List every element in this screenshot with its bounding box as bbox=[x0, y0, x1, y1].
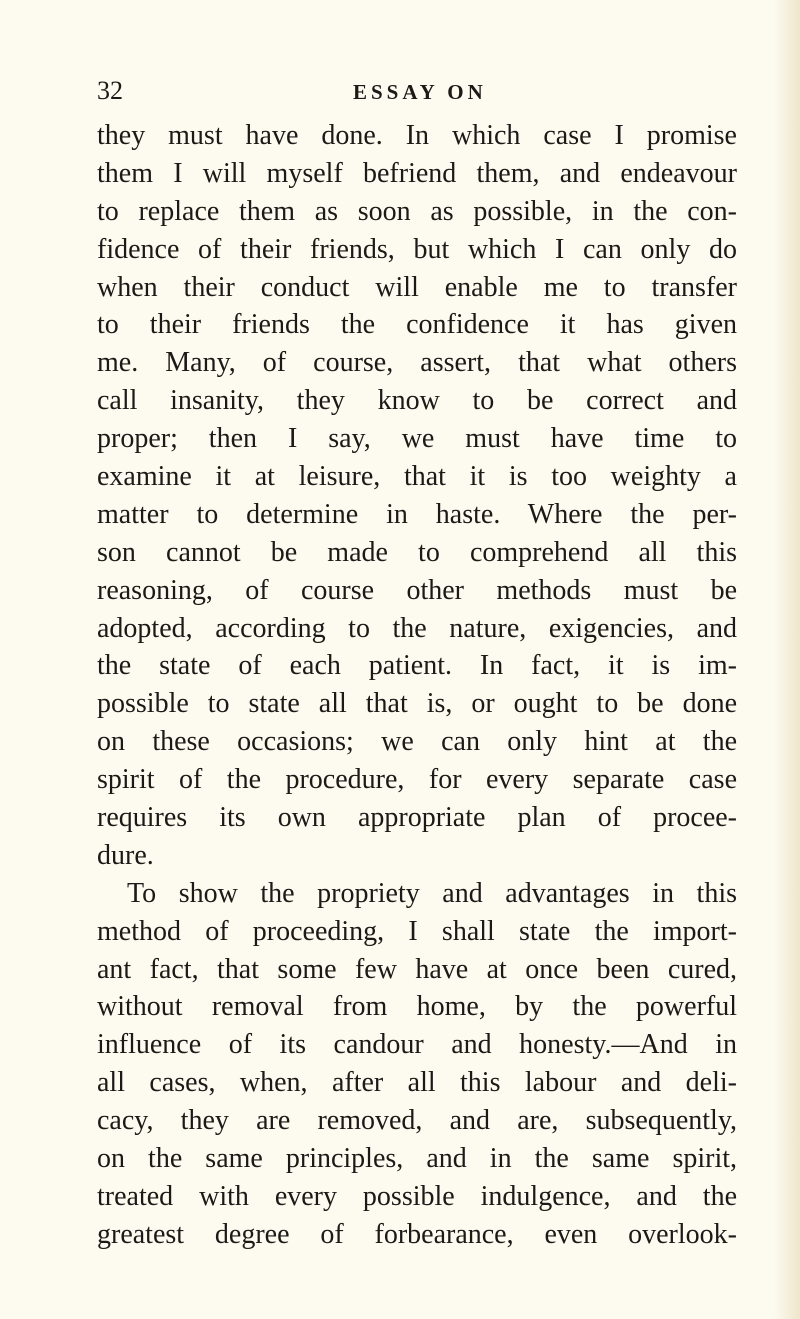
text-line: requires its own appropriate plan of procee- bbox=[97, 802, 737, 834]
text-line: on the same principles, and in the same spirit, bbox=[97, 1143, 737, 1175]
text-line: spirit of the procedure, for every separate case bbox=[97, 764, 737, 796]
text-line: the state of each patient. In fact, it is im- bbox=[97, 650, 737, 682]
body-text bbox=[97, 117, 737, 1254]
text-line: they must have done. In which case I promise bbox=[97, 120, 737, 151]
text-line: examine it at leisure, that it is too weighty a bbox=[97, 461, 737, 493]
text-line: treated with every possible indulgence, and the bbox=[97, 1180, 737, 1212]
text-line: to their friends the confidence it has given bbox=[97, 309, 737, 341]
text-line: reasoning, of course other methods must be bbox=[97, 574, 737, 606]
text-line: to replace them as soon as possible, in the con- bbox=[97, 195, 737, 227]
page-edge-shadow bbox=[774, 0, 800, 1319]
paragraph-last-line: dure. bbox=[97, 839, 154, 871]
running-head bbox=[97, 76, 737, 106]
text-line: ant fact, that some few have at once been cured, bbox=[97, 953, 737, 985]
text-line: greatest degree of forbearance, even overlook- bbox=[97, 1218, 737, 1250]
text-line: proper; then I say, we must have time to bbox=[97, 423, 737, 455]
text-line: influence of its candour and honesty.—And in bbox=[97, 1029, 737, 1061]
text-line: adopted, according to the nature, exigencies, and bbox=[97, 612, 737, 644]
text-line: them I will myself befriend them, and endeavour bbox=[97, 157, 737, 189]
paragraph-first-line: To show the propriety and advantages in this bbox=[127, 877, 737, 909]
text-line: fidence of their friends, but which I can only do bbox=[97, 233, 737, 265]
text-line: call insanity, they know to be correct and bbox=[97, 385, 737, 417]
text-line: cacy, they are removed, and are, subsequently, bbox=[97, 1105, 737, 1137]
text-line: matter to determine in haste. Where the per- bbox=[97, 498, 737, 530]
text-line: me. Many, of course, assert, that what others bbox=[97, 347, 737, 379]
text-line: all cases, when, after all this labour and deli- bbox=[97, 1067, 737, 1099]
text-line: possible to state all that is, or ought to be done bbox=[97, 688, 737, 720]
running-title: ESSAY ON bbox=[353, 80, 487, 104]
text-line: without removal from home, by the powerful bbox=[97, 991, 737, 1023]
page-number: 32 bbox=[97, 76, 123, 105]
text-line: method of proceeding, I shall state the import- bbox=[97, 915, 737, 947]
text-line: on these occasions; we can only hint at the bbox=[97, 726, 737, 758]
text-line: son cannot be made to comprehend all this bbox=[97, 536, 737, 568]
text-line: when their conduct will enable me to transfer bbox=[97, 271, 737, 303]
